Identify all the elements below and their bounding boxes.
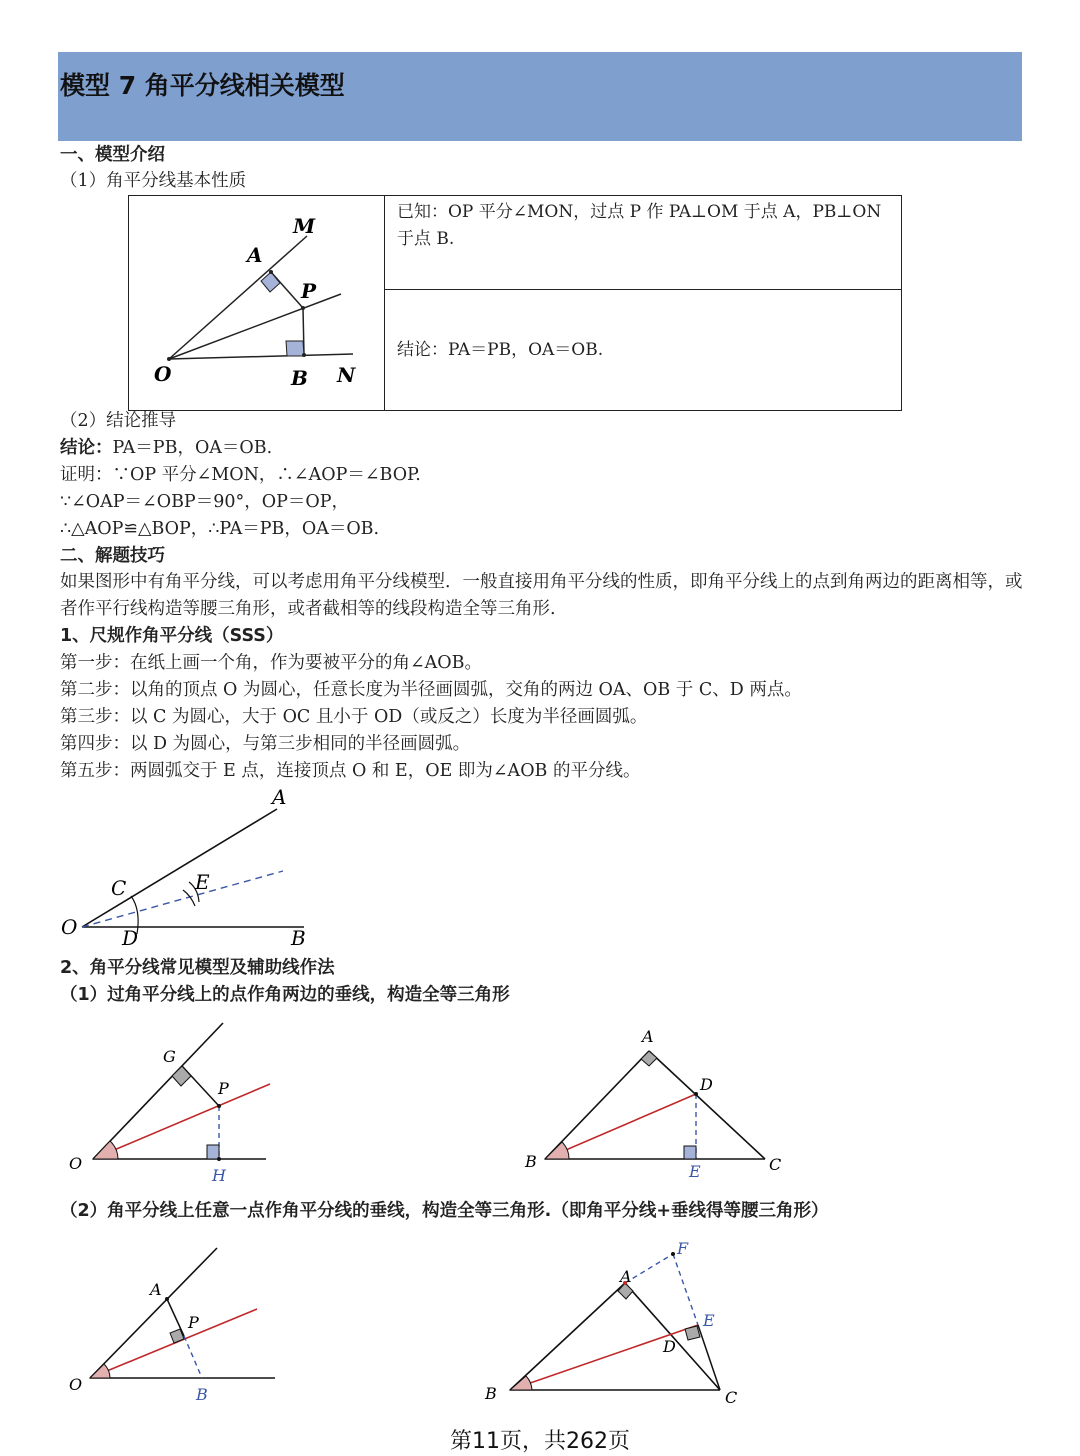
label-o: O (154, 362, 172, 386)
label-b: B (525, 1152, 537, 1171)
label-o: O (69, 1154, 83, 1173)
techniques-paragraph: 如果图形中有角平分线，可以考虑用角平分线模型．一般直接用角平分线的性质，即角平分线上的点到角两边的距离相等，或者作平行线构造等腰三角形，或者截相等的线段构造全等三角形. (60, 572, 1023, 619)
given-text: 已知：OP 平分∠MON，过点 P 作 PA⊥OM 于点 A，PB⊥ON 于点 B. (397, 202, 882, 249)
conclusion-cell-text: 结论：PA＝PB，OA＝OB. (397, 339, 604, 360)
label-p: P (218, 1079, 229, 1098)
label-c: C (111, 876, 127, 900)
label-m: M (293, 214, 316, 238)
label-p: P (301, 279, 317, 303)
figure-basic-property (129, 196, 384, 406)
conclusion-text: PA＝PB，OA＝OB. (112, 438, 273, 458)
label-e: E (703, 1311, 715, 1330)
proof-line-1: 证明：∵OP 平分∠MON，∴∠AOP＝∠BOP. (60, 465, 421, 485)
model-2-title: （2）角平分线上任意一点作角平分线的垂线，构造全等三角形.（即角平分线+垂线得等腰三角形） (60, 1201, 829, 1221)
proof-line-3: ∴△AOP≌△BOP，∴PA＝PB，OA＝OB. (60, 519, 380, 539)
label-a: A (620, 1267, 632, 1286)
figure-model-1-triangle (515, 1020, 795, 1185)
section-heading-intro: 一、模型介绍 (60, 145, 165, 165)
subsection-derivation: （2）结论推导 (60, 411, 177, 431)
figure-model-1-angle (60, 1015, 290, 1190)
step-5: 第五步：两圆弧交于 E 点，连接顶点 O 和 E，OE 即为∠AOB 的平分线。 (60, 761, 641, 781)
step-1: 第一步：在纸上画一个角，作为要被平分的角∠AOB。 (60, 653, 483, 673)
step-4: 第四步：以 D 为圆心，与第三步相同的半径画圆弧。 (60, 734, 471, 754)
label-p: P (188, 1313, 199, 1332)
label-d: D (122, 926, 139, 950)
label-b: B (291, 926, 306, 950)
step-3: 第三步：以 C 为圆心，大于 OC 且小于 OD（或反之）长度为半径画圆弧。 (60, 707, 648, 727)
label-e: E (689, 1162, 701, 1181)
item-common-models-title: 2、角平分线常见模型及辅助线作法 (60, 958, 335, 978)
label-g: G (163, 1047, 176, 1066)
label-o: O (69, 1375, 83, 1394)
label-a: A (247, 243, 263, 267)
section-heading-techniques: 二、解题技巧 (60, 546, 165, 566)
label-n: N (337, 363, 356, 387)
label-b: B (291, 366, 308, 390)
figure-cell (129, 196, 385, 411)
page-title: 模型 7 角平分线相关模型 (60, 71, 345, 100)
property-table (128, 195, 902, 411)
label-b: B (196, 1385, 208, 1404)
given-cell (385, 196, 902, 290)
label-a: A (272, 785, 287, 809)
label-c: C (769, 1155, 782, 1174)
item-compass-bisector-title: 1、尺规作角平分线（SSS） (60, 626, 284, 646)
subsection-basic-property: （1）角平分线基本性质 (60, 171, 247, 191)
proof-line-2: ∵∠OAP＝∠OBP＝90°，OP＝OP， (60, 492, 349, 512)
page-number: 第11页，共262页 (450, 1429, 630, 1454)
label-d: D (700, 1075, 713, 1094)
conclusion-label: 结论： (60, 438, 113, 458)
figure-model-2-triangle (480, 1235, 760, 1410)
label-e: E (195, 870, 210, 894)
conclusion-cell (385, 290, 902, 411)
step-2: 第二步：以角的顶点 O 为圆心，任意长度为半径画圆弧，交角的两边 OA、OB 于 C、D 两点。 (60, 680, 802, 700)
label-a: A (642, 1027, 654, 1046)
figure-model-2-angle (60, 1240, 290, 1410)
label-o: O (61, 915, 78, 939)
label-c: C (725, 1388, 738, 1407)
label-f: F (677, 1239, 689, 1258)
label-a: A (150, 1280, 162, 1299)
conclusion-line (60, 435, 272, 461)
figure-compass-construction (55, 782, 335, 952)
label-d: D (663, 1337, 676, 1356)
label-b: B (485, 1384, 497, 1403)
model-1-title: （1）过角平分线上的点作角两边的垂线，构造全等三角形 (60, 985, 510, 1005)
label-h: H (212, 1166, 226, 1185)
